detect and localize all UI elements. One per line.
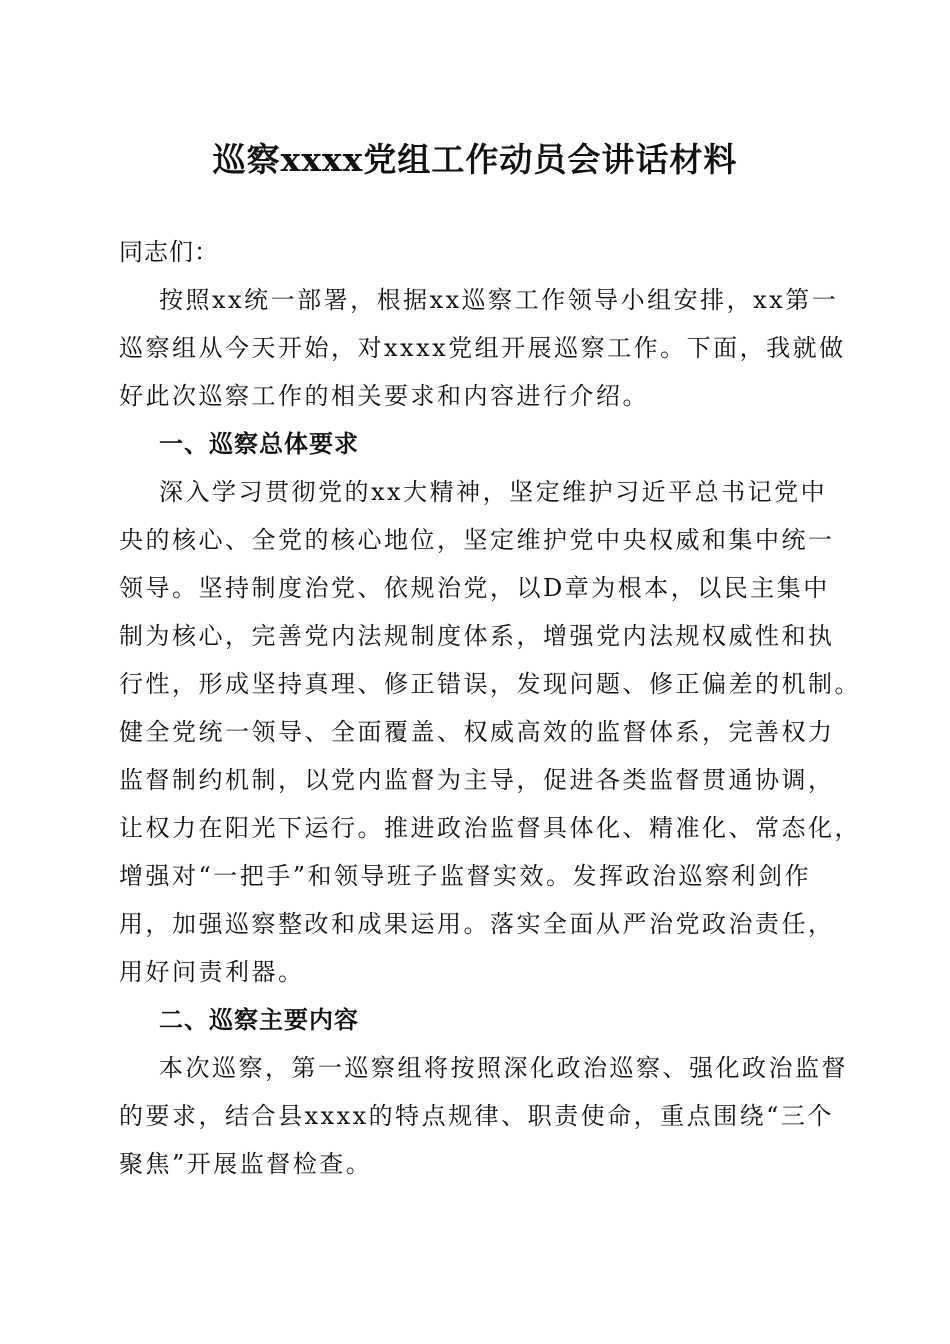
paragraph-line: 的要求，结合县xxxx的特点规律、职责使命，重点围绕“三个 xyxy=(119,1102,834,1130)
paragraph-line: 央的核心、全党的核心地位，坚定维护党中央权威和集中统一 xyxy=(119,526,835,554)
paragraph-line: 让权力在阳光下运行。推进政治监督具体化、精准化、常态化， xyxy=(119,814,861,842)
section-heading-1: 一、巡察总体要求 xyxy=(159,430,359,458)
paragraph-line: 本次巡察，第一巡察组将按照深化政治巡察、强化政治监督 xyxy=(159,1054,848,1082)
paragraph-line: 健全党统一领导、全面覆盖、权威高效的监督体系，完善权力 xyxy=(119,718,835,746)
paragraph-line: 深入学习贯彻党的xx大精神，坚定维护习近平总书记党中 xyxy=(159,478,828,506)
paragraph-line: 聚焦”开展监督检查。 xyxy=(119,1150,373,1178)
paragraph-line: 制为核心，完善党内法规制度体系，增强党内法规权威性和执 xyxy=(119,622,835,650)
section-heading-2: 二、巡察主要内容 xyxy=(159,1006,359,1034)
paragraph-line: 用，加强巡察整改和成果运用。落实全面从严治党政治责任， xyxy=(119,910,835,938)
paragraph-line: 按照xx统一部署，根据xx巡察工作领导小组安排，xx第一 xyxy=(159,286,839,314)
paragraph-line: 巡察组从今天开始，对xxxx党组开展巡察工作。下面，我就做 xyxy=(119,334,846,362)
paragraph-line: 用好问责利器。 xyxy=(119,958,305,986)
salutation: 同志们： xyxy=(119,238,219,266)
paragraph-line: 好此次巡察工作的相关要求和内容进行介绍。 xyxy=(119,382,649,410)
paragraph-line: 领导。坚持制度治党、依规治党，以D章为根本，以民主集中 xyxy=(119,574,830,602)
paragraph-line: 监督制约机制，以党内监督为主导，促进各类监督贯通协调， xyxy=(119,766,835,794)
paragraph-line: 行性，形成坚持真理、修正错误，发现问题、修正偏差的机制。 xyxy=(119,670,861,698)
document-body xyxy=(119,228,861,1188)
paragraph-line: 增强对“一把手”和领导班子监督实效。发挥政治巡察利剑作 xyxy=(119,862,812,890)
document-title: 巡察xxxx党组工作动员会讲话材料 xyxy=(212,140,738,179)
